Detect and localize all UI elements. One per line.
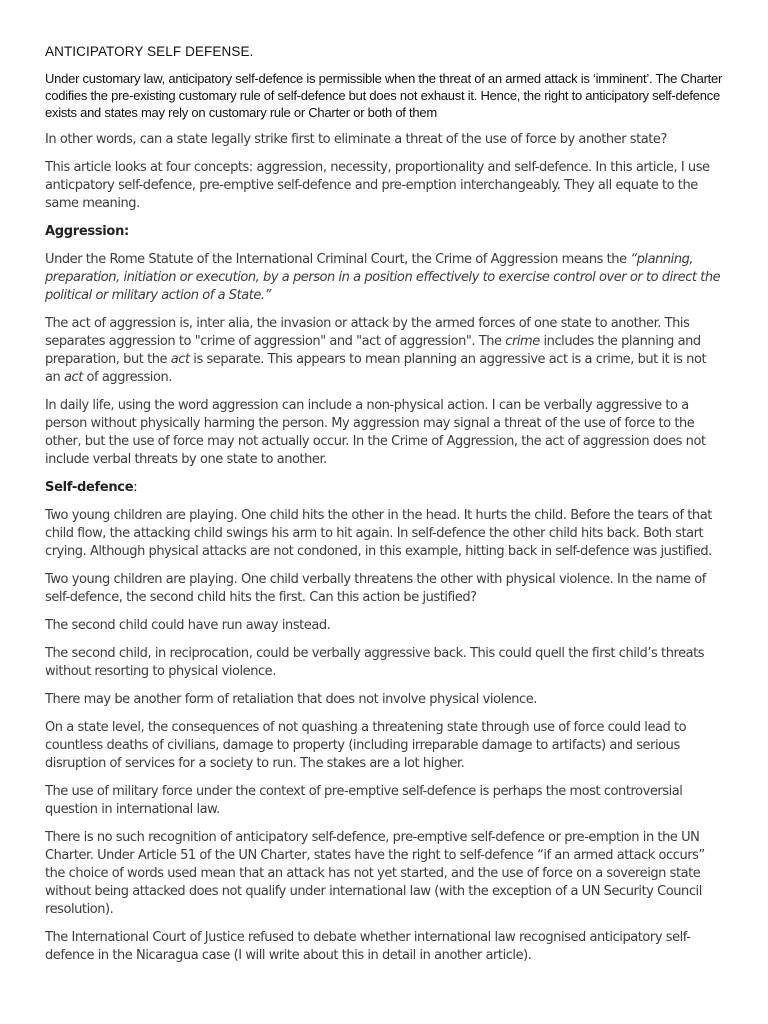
act-text-a: The act of aggression is, inter alia, the invasion or attack by the armed forces of one state to another. This separates aggression to "crime of aggression" and "act of aggression". The xyxy=(45,316,690,349)
paragraph-reciprocation: The second child, in reciprocation, could be verbally aggressive back. This could quell the first child’s threats without resorting to physical violence. xyxy=(45,646,705,679)
intro-paragraph: Under customary law, anticipatory self-defence is permissible when the threat of an armed attack is ‘imminent’. The Charter codifies the pre-existing customary rule of self-defence but does not exhaust it. Hence, the right to anticipatory self-defence exists and states may rely on customary rule or Charter or both of them xyxy=(45,71,723,120)
act-emphasis-crime: crime xyxy=(505,334,540,349)
paragraph-rome-statute xyxy=(45,251,724,305)
heading-aggression: Aggression: xyxy=(45,224,129,239)
heading-self-defence-label: Self-defence xyxy=(45,480,134,495)
paragraph-state-level: On a state level, the consequences of not quashing a threatening state through use of force could lead to countless deaths of civilians, damage to property (including irreparable damage to artifacts) and serious disruption of services for a society to run. The stakes are a lot higher. xyxy=(45,720,687,771)
rome-statute-quote: “planning, preparation, initiation or execution, by a person in a position effectively to exercise control over or to direct the political or military action of a State.” xyxy=(45,252,721,303)
document-title: ANTICIPATORY SELF DEFENSE. xyxy=(45,44,254,59)
paragraph-retaliation: There may be another form of retaliation that does not involve physical violence. xyxy=(45,692,537,707)
paragraph-icj: The International Court of Justice refused to debate whether international law recognised anticipatory self-defence in the Nicaragua case (I will write about this in detail in another article). xyxy=(45,930,691,963)
paragraph-un-charter: There is no such recognition of anticipatory self-defence, pre-emptive self-defence or pre-emption in the UN Charter. Under Article 51 of the UN Charter, states have the right to self-defence “if an armed attack occurs” the choice of words used mean that an attack has not yet started, and the use of force on a sovereign state without being attacked does not qualify under international law (with the exception of a UN Security Council resolution). xyxy=(45,830,705,917)
paragraph-question: In other words, can a state legally strike first to eliminate a threat of the use of force by another state? xyxy=(45,132,667,147)
act-emphasis-act: act xyxy=(170,352,190,367)
heading-self-defence-colon: : xyxy=(133,480,138,495)
paragraph-concepts: This article looks at four concepts: aggression, necessity, proportionality and self-defence. In this article, I use anticpatory self-defence, pre-emptive self-defence and pre-emption interchangeably. They all equate to the same meaning. xyxy=(45,160,710,211)
paragraph-military-force: The use of military force under the context of pre-emptive self-defence is perhaps the most controversial question in international law. xyxy=(45,784,683,817)
act-text-b: includes the planning and preparation, but the xyxy=(45,334,701,367)
paragraph-act-of-aggression xyxy=(45,315,724,387)
paragraph-run-away: The second child could have run away instead. xyxy=(45,618,331,633)
paragraph-daily-life: In daily life, using the word aggression can include a non-physical action. I can be verbally aggressive to a person without physically harming the person. My aggression may signal a threat of the use of force to the other, but the use of force may not actually occur. In the Crime of Aggression, the act of aggression does not include verbal threats by one state to another. xyxy=(45,398,706,467)
paragraph-children-threat: Two young children are playing. One child verbally threatens the other with physical violence. In the name of self-defence, the second child hits the first. Can this action be justified? xyxy=(45,572,706,605)
act-emphasis-act-2: act xyxy=(64,370,83,385)
act-text-c: is separate. This appears to mean planning an aggressive act is a crime, but it is not an xyxy=(45,352,707,385)
act-text-d: of aggression. xyxy=(82,370,172,385)
paragraph-children-hit: Two young children are playing. One child hits the other in the head. It hurts the child. Before the tears of that child flow, the attacking child swings his arm to hit again. In self-defence the other child hits back. Both start crying. Although physical attacks are not condoned, in this example, hitting back in self-defence was justified. xyxy=(45,508,712,559)
heading-self-defence xyxy=(45,479,724,497)
rome-statute-text: Under the Rome Statute of the International Criminal Court, the Crime of Aggression means the xyxy=(45,252,631,267)
